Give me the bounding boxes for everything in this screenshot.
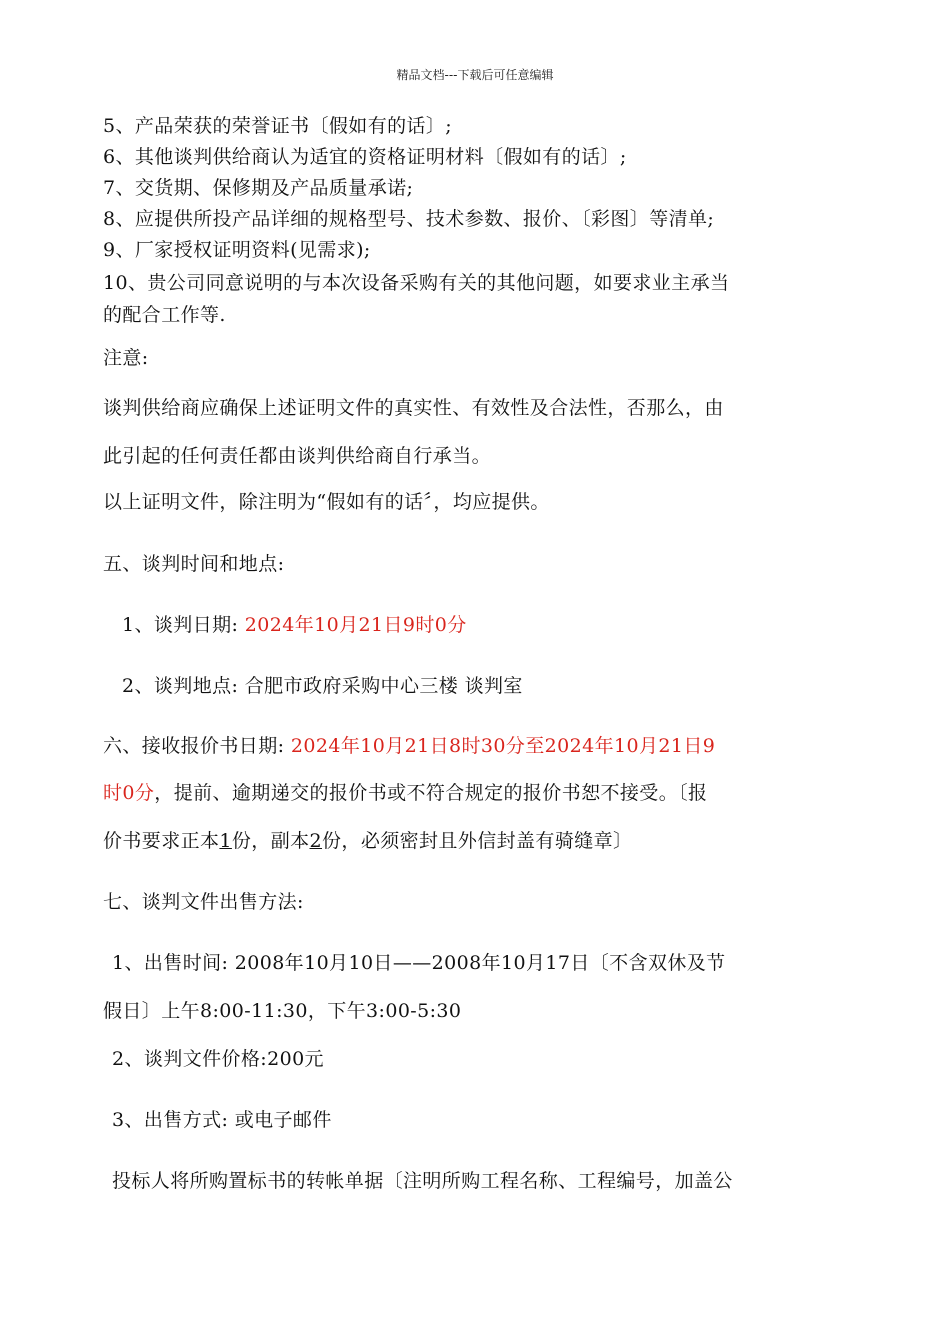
- list-item-6: 6、其他谈判供给商认为适宜的资格证明材料〔假如有的话〕;: [103, 146, 627, 168]
- notice-text-continued: 此引起的任何责任都由谈判供给商自行承当。: [103, 445, 492, 467]
- document-price: 2、谈判文件价格:200元: [112, 1048, 324, 1070]
- list-item-10-continued: 的配合工作等.: [103, 304, 226, 326]
- section-7-title: 七、谈判文件出售方法:: [103, 891, 304, 913]
- list-item-8: 8、应提供所投产品详细的规格型号、技术参数、报价、〔彩图〕等清单;: [103, 208, 715, 230]
- negotiation-place-value: 合肥市政府采购中心三楼 谈判室: [244, 675, 523, 697]
- section-6-line-3: [103, 829, 863, 853]
- copies-text-c: 份，必须密封且外信封盖有骑缝章〕: [322, 830, 633, 852]
- section-5-title: 五、谈判时间和地点:: [103, 553, 285, 575]
- notice-text: 谈判供给商应确保上述证明文件的真实性、有效性及合法性，否那么，由: [103, 397, 724, 419]
- negotiation-date-value: 2024年10月21日9时0分: [244, 614, 467, 636]
- notice-provision: 以上证明文件，除注明为“假如有的话〞，均应提供。: [103, 491, 550, 513]
- receipt-date-range: 2024年10月21日8时30分至2024年10月21日9: [290, 735, 716, 757]
- negotiation-date: [122, 613, 882, 637]
- transfer-note: 投标人将所购置标书的转帐单据〔注明所购工程名称、工程编号，加盖公: [112, 1170, 733, 1192]
- section-6-label: 六、接收报价书日期:: [103, 735, 285, 757]
- list-item-9: 9、厂家授权证明资料(见需求);: [103, 239, 371, 261]
- copies-text-a: 价书要求正本: [103, 830, 220, 852]
- copies-text-b: 份，副本: [231, 830, 310, 852]
- notice-title: 注意:: [103, 347, 149, 369]
- original-count: 1: [219, 830, 232, 852]
- sale-method: 3、出售方式: 或电子邮件: [112, 1109, 332, 1131]
- sale-time-continued: 假日〕上午8:00-11:30，下午3:00-5:30: [103, 1000, 462, 1022]
- late-submission-note: ，提前、逾期递交的报价书或不符合规定的报价书恕不接受。〔报: [154, 782, 708, 804]
- page-header: 精品文档---下载后可任意编辑: [396, 68, 554, 82]
- list-item-7: 7、交货期、保修期及产品质量承诺;: [103, 177, 414, 199]
- negotiation-place-label: 2、谈判地点:: [122, 675, 239, 697]
- section-6-line-2: [103, 781, 863, 805]
- negotiation-place: [122, 674, 882, 698]
- list-item-10: 10、贵公司同意说明的与本次设备采购有关的其他问题，如要求业主承当: [103, 272, 730, 294]
- sale-time: 1、出售时间: 2008年10月10日——2008年10月17日〔不含双休及节: [112, 952, 726, 974]
- section-6-line-1: [103, 734, 863, 758]
- negotiation-date-label: 1、谈判日期:: [122, 614, 239, 636]
- list-item-5: 5、产品荣获的荣誉证书〔假如有的话〕;: [103, 115, 453, 137]
- receipt-date-range-end: 时0分: [103, 782, 155, 804]
- copy-count: 2: [309, 830, 323, 852]
